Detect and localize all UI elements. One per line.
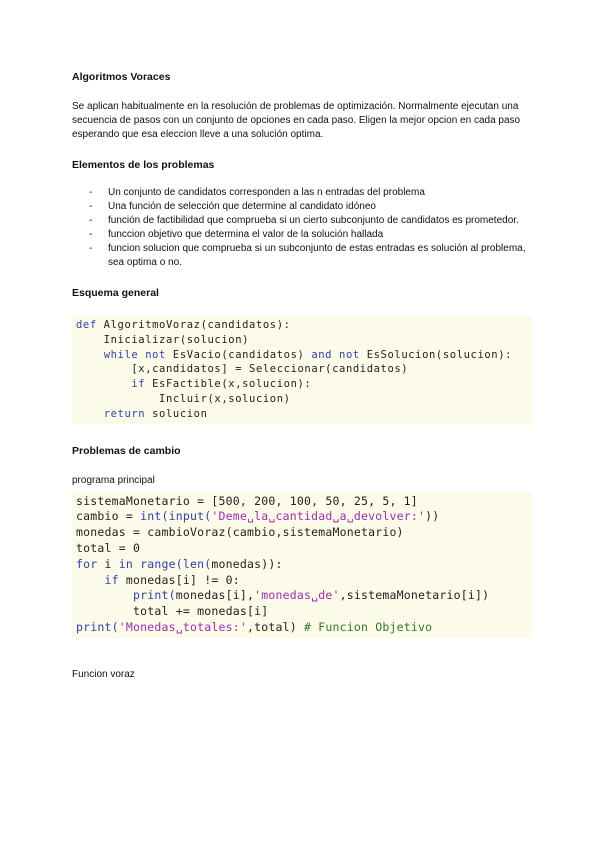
list-item: - Un conjunto de candidatos corresponden a las n entradas del problema <box>89 187 425 198</box>
code-line: cambio = int(input('Deme␣la␣cantidad␣a␣devolver:')) <box>76 509 440 524</box>
heading-elementos: Elementos de los problemas <box>72 159 215 171</box>
code-block-esquema <box>72 316 532 424</box>
code-line: Incluir(x,solucion) <box>76 392 291 405</box>
code-line: monedas = cambioVoraz(cambio,sistemaMonetario) <box>76 525 404 540</box>
code-line: Inicializar(solucion) <box>76 333 250 346</box>
document-page <box>72 70 532 682</box>
code-line: total = 0 <box>76 540 141 555</box>
code-line: return solucion <box>103 407 208 420</box>
heading-esquema-general: Esquema general <box>72 287 159 299</box>
heading-problemas-cambio: Problemas de cambio <box>72 444 181 457</box>
intro-paragraph: Se aplican habitualmente en la resolución de problemas de optimización. Normalmente ejecutan una secuencia de pasos con un conjunto de opciones en cada paso. Eligen la mejor opcion en cada paso esperando que esa eleccion lleve a una solución optima. <box>72 101 521 140</box>
code-line: [x,candidatos] = Seleccionar(candidatos) <box>76 363 409 376</box>
list-item: - funcion solucion que comprueba si un subconjunto de estas entradas es solución al problema, sea optima o no. <box>89 243 526 268</box>
list-item: - Una función de selección que determine al candidato idóneo <box>89 201 376 212</box>
elements-list <box>72 186 532 270</box>
subtitle-programa-principal: programa principal <box>72 474 155 486</box>
code-line: if monedas[i] != 0: <box>104 572 240 587</box>
heading-algoritmos-voraces: Algoritmos Voraces <box>72 71 171 83</box>
code-line: sistemaMonetario = [500, 200, 100, 50, 25, 5, 1] <box>76 493 418 508</box>
code-line: if EsFactible(x,solucion): <box>131 378 312 391</box>
code-line: def AlgoritmoVoraz(candidatos): <box>76 319 291 331</box>
code-line: while not EsVacio(candidatos) and not EsSolucion(solucion): <box>103 348 513 361</box>
code-block-programa <box>72 492 532 638</box>
list-item: - funccion objetivo que determina el valor de la solución hallada <box>89 229 384 240</box>
code-line: print('Monedas␣totales:',total) # Funcion Objetivo <box>76 619 433 634</box>
funcion-voraz-label: Funcion voraz <box>72 668 135 680</box>
code-line: for i in range(len(monedas)): <box>76 556 283 571</box>
code-line: print(monedas[i],'monedas␣de',sistemaMonetario[i]) <box>133 588 490 603</box>
list-item: - función de factibilidad que comprueba si un cierto subconjunto de candidatos es prometedor. <box>89 215 519 226</box>
code-line: total += monedas[i] <box>76 604 269 619</box>
